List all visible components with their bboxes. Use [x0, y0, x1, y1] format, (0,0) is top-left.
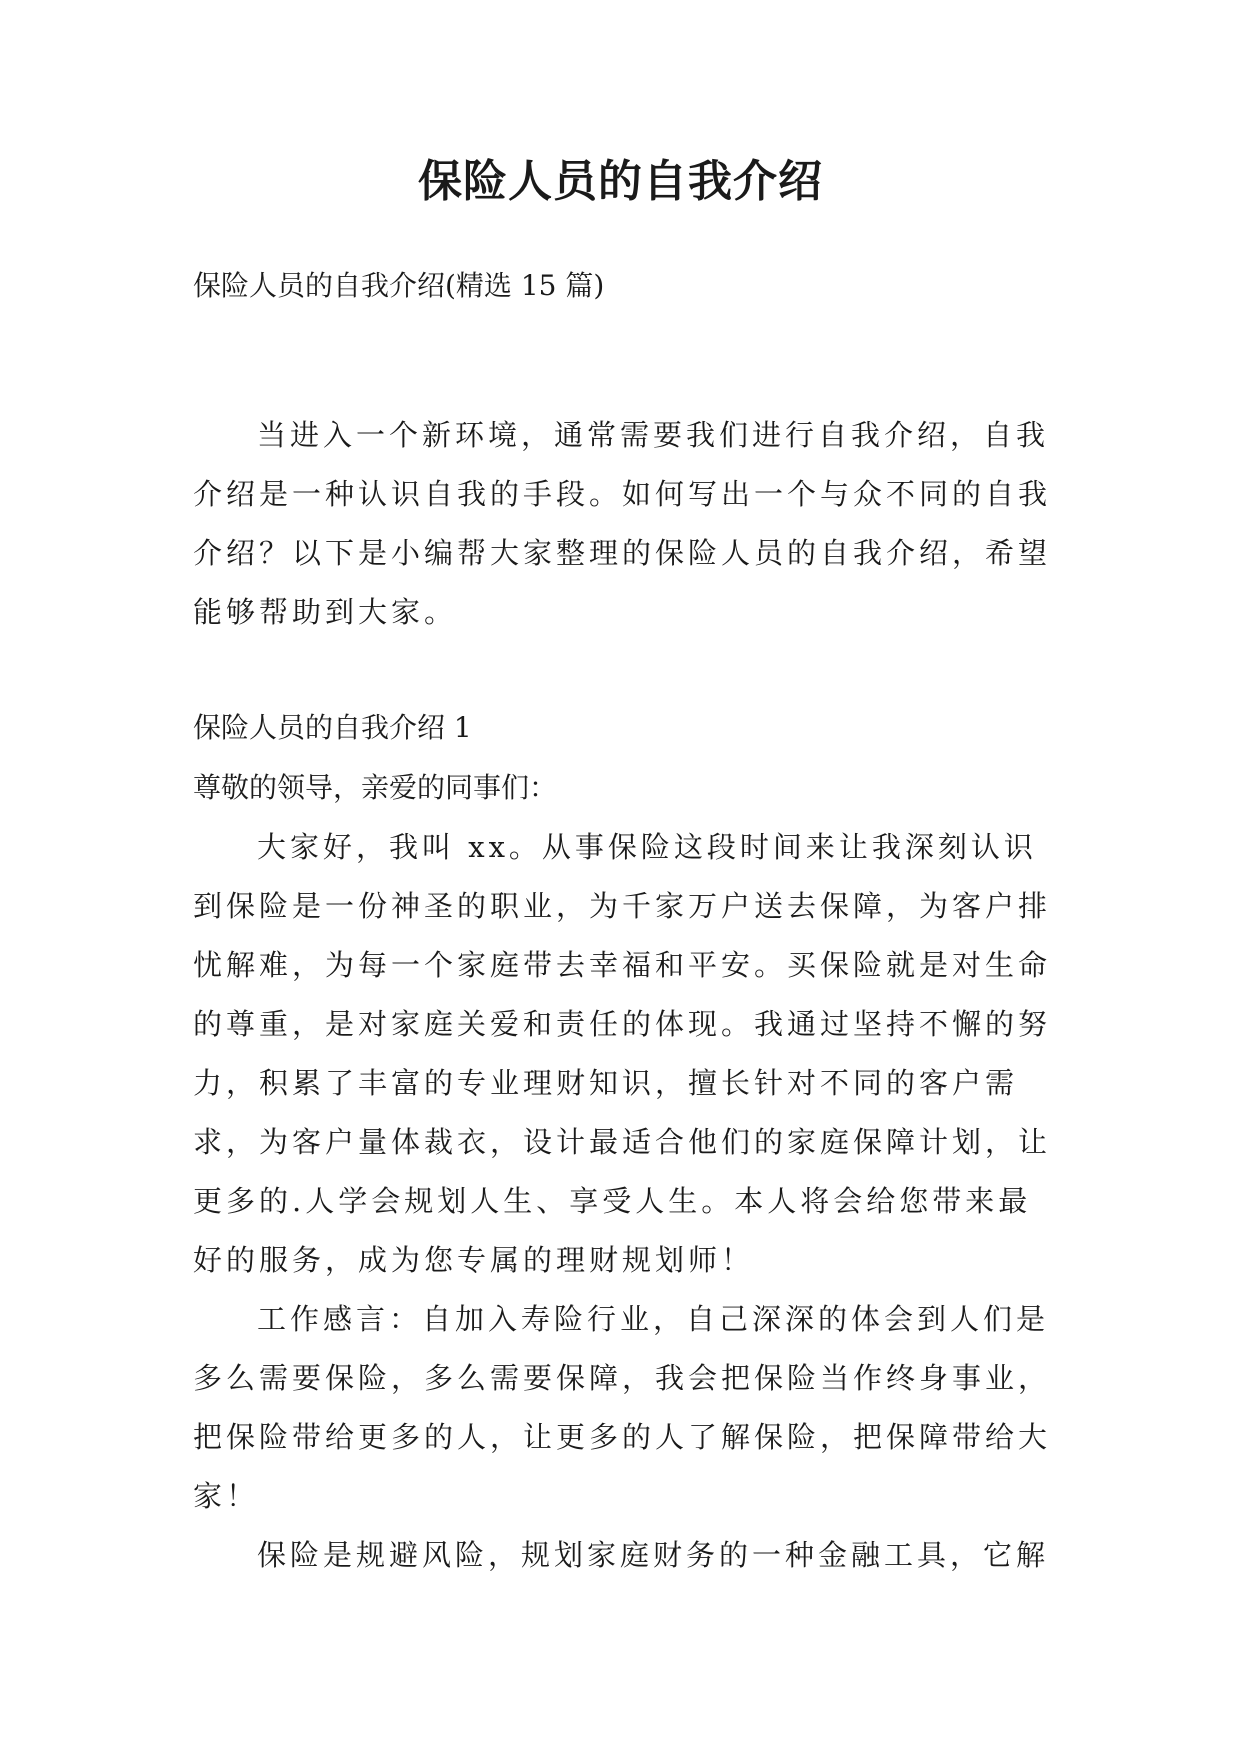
salutation-line: 尊敬的领导，亲爱的同事们： — [193, 771, 558, 804]
document-title: 保险人员的自我介绍 — [418, 156, 823, 207]
intro-paragraph: 当进入一个新环境，通常需要我们进行自我介绍，自我介绍是一种认识自我的手段。如何写出一个与众不同的自我介绍？以下是小编帮大家整理的保险人员的自我介绍，希望能够帮助到大家。 — [193, 418, 1052, 629]
section-heading: 保险人员的自我介绍 1 — [193, 711, 472, 744]
body-paragraph-1: 大家好，我叫 xx。从事保险这段时间来让我深刻认识到保险是一份神圣的职业，为千家万户送去保障，为客户排忧解难，为每一个家庭带去幸福和平安。买保险就是对生命的尊重，是对家庭关爱和责任的体现。我通过坚持不懈的努力，积累了丰富的专业理财知识，擅长针对不同的客户需求，为客户量体裁衣，设计最适合他们的家庭保障计划，让更多的.人学会规划人生、享受人生。本人将会给您带来最好的服务，成为您专属的理财规划师！ — [193, 830, 1052, 1277]
body-paragraph-2: 工作感言：自加入寿险行业，自己深深的体会到人们是多么需要保险，多么需要保障，我会把保险当作终身事业，把保险带给更多的人，让更多的人了解保险，把保障带给大家！ — [193, 1302, 1052, 1513]
body-paragraph-3: 保险是规避风险，规划家庭财务的一种金融工具，它解 — [257, 1538, 1050, 1572]
document-subtitle: 保险人员的自我介绍(精选 15 篇) — [193, 269, 605, 302]
